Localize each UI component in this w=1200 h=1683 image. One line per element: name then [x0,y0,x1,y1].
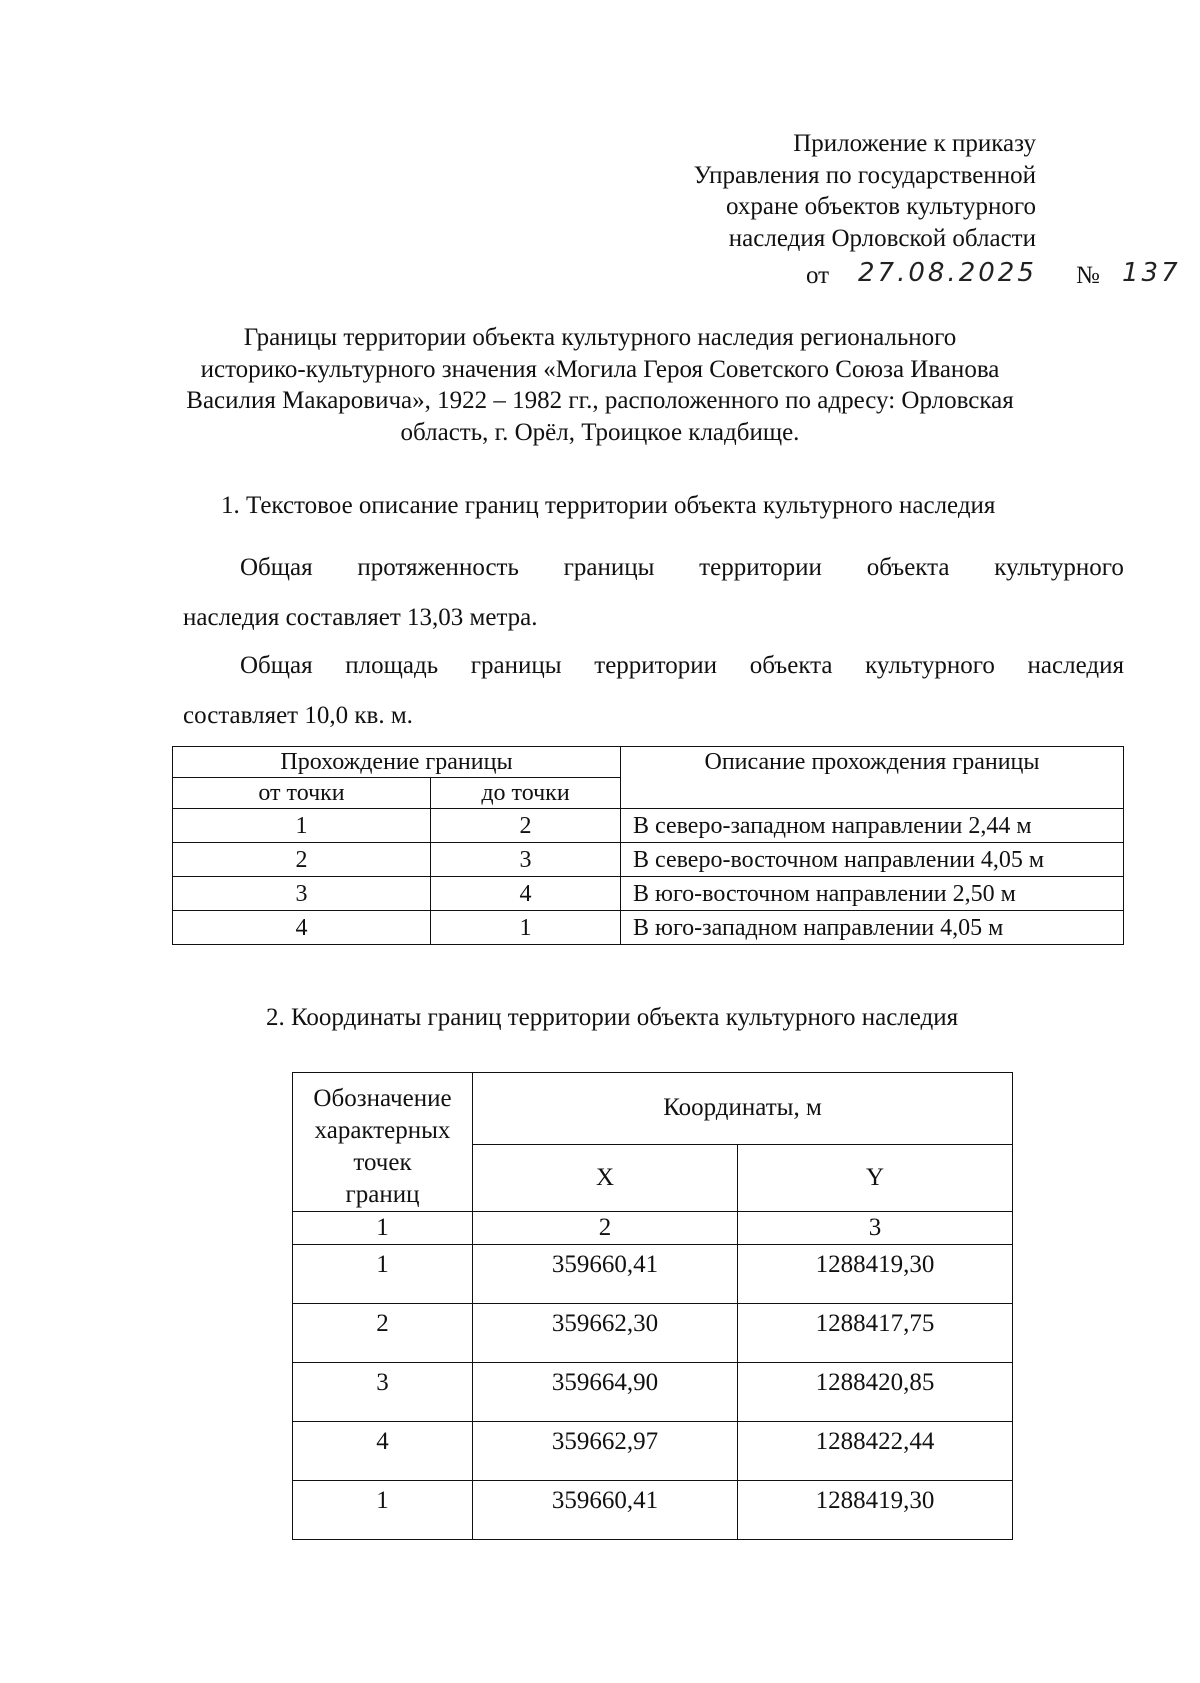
section-1-heading: 1. Текстовое описание границ территории объекта культурного наследия [221,492,996,519]
boundary-description: В юго-восточном направлении 2,50 м [621,877,1124,911]
table-row [293,1245,1013,1304]
to-point: 3 [431,843,621,877]
to-point-header: до точки [431,778,621,809]
table-header-row [293,1073,1013,1145]
word: культурного [994,554,1124,581]
header-line: Приложение к приказу [793,130,1036,157]
table-row [293,1422,1013,1481]
table-row [173,911,1124,945]
word: наследия [1027,652,1124,679]
order-appendix-header [694,128,1036,254]
header-line: наследия Орловской области [728,224,1036,252]
y-coordinate: 1288419,30 [738,1481,1013,1540]
to-point: 2 [431,809,621,843]
title-line: область, г. Орёл, Троицкое кладбище. [400,418,800,446]
word: границы [563,554,655,581]
y-coordinate: 1288417,75 [738,1304,1013,1363]
column-number: 2 [473,1212,738,1245]
word: площадь [345,652,439,679]
point-id: 1 [293,1245,473,1304]
x-header: X [473,1144,738,1212]
table-row [293,1481,1013,1540]
column-number: 3 [738,1212,1013,1245]
point-id: 1 [293,1481,473,1540]
to-point: 4 [431,877,621,911]
handwritten-date: 27.08.2025 [858,258,1037,288]
order-date-number [806,258,1181,298]
to-point: 1 [431,911,621,945]
column-number: 1 [293,1212,473,1245]
column-number-row [293,1212,1013,1245]
header-line: охране объектов культурного [725,193,1036,220]
word: объекта [866,554,950,581]
header-line: точек [353,1149,412,1176]
table-row [173,809,1124,843]
word: Общая [240,652,313,679]
from-point: 4 [173,911,431,945]
length-paragraph-line-1 [240,554,1124,582]
from-point: 3 [173,877,431,911]
table-row [173,843,1124,877]
title-line: Василия Макаровича», 1922 – 1982 гг., расположенного по адресу: Орловская [186,387,1014,414]
area-paragraph-line-1 [240,652,1124,680]
word: культурного [865,652,995,679]
boundary-description: В северо-западном направлении 2,44 м [621,809,1124,843]
title-line: Границы территории объекта культурного наследия регионального [243,324,957,351]
header-line: Управления по государственной [693,161,1036,189]
table-header-row [173,747,1124,778]
length-paragraph-line-2: наследия составляет 13,03 метра. [183,604,538,631]
point-id: 4 [293,1422,473,1481]
word: границы [470,652,562,679]
header-line: Обозначение [313,1085,452,1112]
y-coordinate: 1288422,44 [738,1422,1013,1481]
word: Общая [240,554,313,581]
area-paragraph-line-2: составляет 10,0 кв. м. [183,702,413,729]
point-designation-header [293,1073,473,1212]
title-line: историко-культурного значения «Могила Героя Советского Союза Иванова [200,355,1000,383]
y-coordinate: 1288420,85 [738,1363,1013,1422]
boundary-description: В северо-восточном направлении 4,05 м [621,843,1124,877]
handwritten-number: 137 [1122,258,1181,288]
x-coordinate: 359660,41 [473,1481,738,1540]
y-coordinate: 1288419,30 [738,1245,1013,1304]
section-2-heading: 2. Координаты границ территории объекта культурного наследия [266,1004,959,1031]
boundary-description-header: Описание прохождения границы [621,747,1124,809]
x-coordinate: 359662,30 [473,1304,738,1363]
from-point: 2 [173,843,431,877]
table-row [293,1304,1013,1363]
word: территории [699,554,822,581]
table-row [173,877,1124,911]
date-prefix: от [806,262,830,289]
from-point-header: от точки [173,778,431,809]
word: территории [594,652,718,679]
header-line: границ [345,1181,420,1208]
x-coordinate: 359664,90 [473,1363,738,1422]
boundary-description-table [172,746,1124,945]
point-id: 3 [293,1363,473,1422]
word: протяженность [357,554,519,581]
x-coordinate: 359662,97 [473,1422,738,1481]
table-row [293,1363,1013,1422]
word: объекта [749,652,833,679]
boundary-passage-header: Прохождение границы [173,747,621,778]
from-point: 1 [173,809,431,843]
y-header: Y [738,1144,1013,1212]
x-coordinate: 359660,41 [473,1245,738,1304]
header-line: характерных [314,1117,451,1144]
coordinates-header: Координаты, м [473,1073,1013,1145]
boundary-description: В юго-западном направлении 4,05 м [621,911,1124,945]
number-label: № [1076,262,1100,289]
point-id: 2 [293,1304,473,1363]
coordinates-table [292,1072,1013,1540]
document-title [160,322,1040,448]
